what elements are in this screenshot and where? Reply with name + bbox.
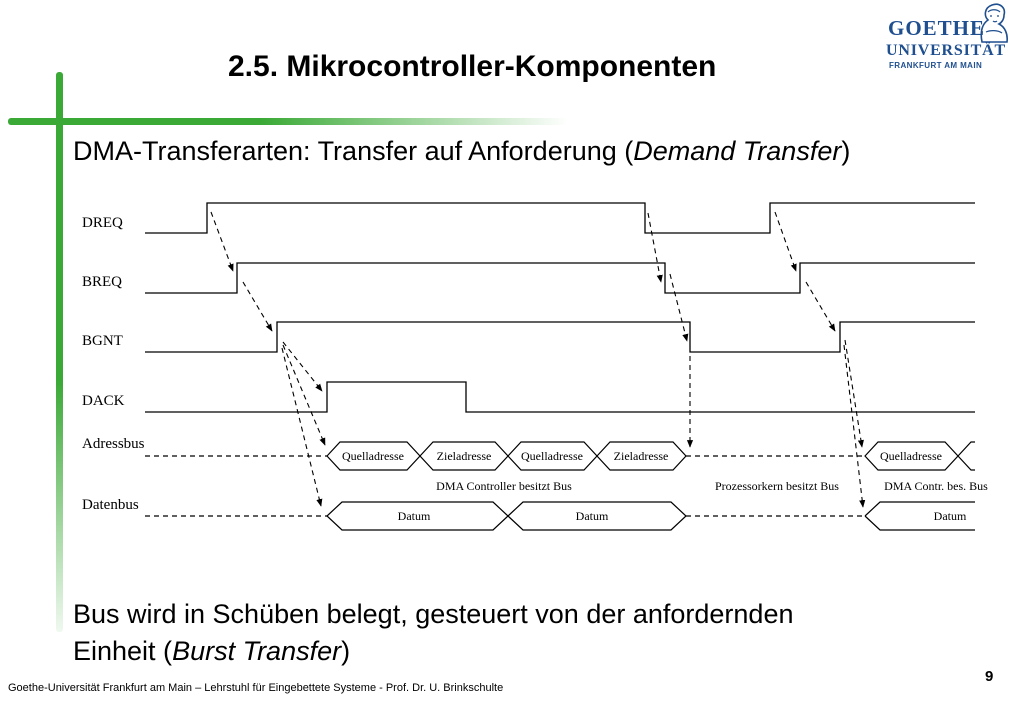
footer-text: Goethe-Universität Frankfurt am Main – Lehrstuhl für Eingebettete Systeme - Prof. Dr. U. Brinkschulte bbox=[8, 682, 504, 694]
signal-label-breq: BREQ bbox=[82, 274, 123, 290]
waveform-breq bbox=[145, 263, 975, 293]
subtitle-prefix: DMA-Transferarten: Transfer auf Anforderung ( bbox=[73, 136, 634, 166]
arrow-breq-bgnt-1 bbox=[243, 282, 272, 331]
bottom-line-1: Bus wird in Schüben belegt, gesteuert von der anfordernden bbox=[73, 599, 794, 629]
arrow-breq-bgnt-3 bbox=[806, 282, 835, 331]
adressbus-label-3: Quelladresse bbox=[521, 449, 583, 463]
adressbus-label-2: Zieladresse bbox=[436, 449, 492, 463]
page-number: 9 bbox=[985, 668, 994, 685]
signal-label-bgnt: BGNT bbox=[82, 333, 123, 349]
waveform-dreq bbox=[145, 203, 975, 233]
bottom-line-2-italic: Burst Transfer bbox=[172, 636, 342, 666]
arrow-dreq-breq-2 bbox=[648, 213, 661, 282]
bottom-line-2-prefix: Einheit ( bbox=[73, 636, 173, 666]
arrow-dreq-breq-1 bbox=[211, 212, 233, 271]
logo-line-2: UNIVERSITÄT bbox=[886, 42, 1006, 59]
arrow-breq-bgnt-2 bbox=[670, 274, 687, 341]
arrow-dreq-breq-3 bbox=[775, 212, 796, 271]
datenbus-label-1: Datum bbox=[397, 509, 431, 523]
phase-label-dma-2: DMA Contr. bes. Bus bbox=[884, 479, 988, 493]
datenbus-label-3: Datum bbox=[933, 509, 967, 523]
waveform-bgnt bbox=[145, 322, 975, 352]
signal-label-dreq: DREQ bbox=[82, 215, 123, 231]
waveform-dack bbox=[145, 382, 975, 412]
datenbus-label-2: Datum bbox=[575, 509, 609, 523]
signal-label-adressbus: Adressbus bbox=[82, 436, 145, 452]
adressbus-label-5: Quelladresse bbox=[880, 449, 942, 463]
adressbus-label-4: Zieladresse bbox=[613, 449, 669, 463]
signal-label-datenbus: Datenbus bbox=[82, 497, 139, 513]
logo-line-1: GOETHE bbox=[888, 16, 986, 40]
arrow-bgnt-datenbus-3 bbox=[844, 345, 863, 507]
adressbus-label-1: Quelladresse bbox=[342, 449, 404, 463]
arrow-bgnt-adressbus bbox=[283, 345, 325, 445]
bottom-line-2-suffix: ) bbox=[341, 636, 351, 666]
signal-label-dack: DACK bbox=[82, 393, 125, 409]
logo-line-3: FRANKFURT AM MAIN bbox=[889, 61, 983, 70]
arrow-bgnt-datenbus bbox=[282, 348, 321, 506]
subtitle-suffix: ) bbox=[841, 136, 851, 166]
arrow-bgnt-adressbus-3 bbox=[845, 340, 862, 447]
phase-label-dma: DMA Controller besitzt Bus bbox=[436, 479, 572, 493]
phase-label-cpu: Prozessorkern besitzt Bus bbox=[715, 479, 839, 493]
bottom-text bbox=[73, 596, 973, 670]
subtitle-italic: Demand Transfer bbox=[633, 136, 842, 166]
adressbus-segment-tail bbox=[958, 442, 975, 470]
bottom-line-2 bbox=[73, 633, 973, 670]
arrow-bgnt-dack bbox=[283, 342, 322, 391]
page-title: 2.5. Mikrocontroller-Komponenten bbox=[228, 50, 717, 83]
